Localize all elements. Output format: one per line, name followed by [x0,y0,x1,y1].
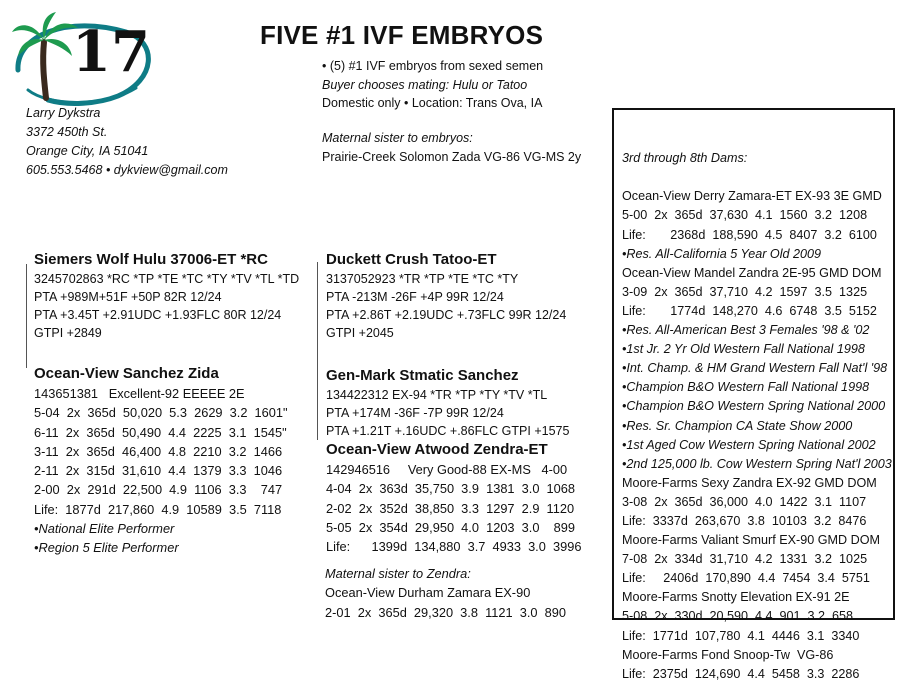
dam-sire-sanchez [326,366,569,440]
ancestor-dams-line: •Res. All-California 5 Year Old 2009 [622,246,822,261]
ancestor-dams-line: •Res. Sr. Champion CA State Show 2000 [622,418,853,433]
ancestor-dams-line: Life: 3337d 263,670 3.8 10103 3.2 8476 [622,513,867,528]
pedigree-line-left [26,264,27,368]
seller-name: Larry Dykstra [26,106,101,120]
offer-line-1: • (5) #1 IVF embryos from sexed semen [322,59,544,73]
offer-line-3: Domestic only • Location: Trans Ova, IA [322,96,543,110]
ancestor-dams-line: •1st Aged Cow Western Spring National 2002 [622,437,876,452]
sire-hulu-line: PTA +989M+51F +50P 82R 12/24 [34,290,222,304]
dam-record: 6-11 2x 365d 50,490 4.4 2225 3.1 1545" [34,424,287,440]
zendra-sister-name: Ocean-View Durham Zamara EX-90 [325,585,531,601]
zendra-sister-record: 2-01 2x 365d 29,320 3.8 1121 3.0 890 [325,604,566,620]
seller-address: 3372 450th St. [26,125,108,139]
sire-tatoo [326,250,566,342]
offer-line-2: Buyer chooses mating: Hulu or Tatoo [322,77,528,92]
granddam-registration: 142946516 Very Good-88 EX-MS 4-00 [326,462,568,477]
seller-city: Orange City, IA 51041 [26,144,149,158]
ancestor-dams-line: Life: 2406d 170,890 4.4 7454 3.4 5751 [622,571,870,586]
ancestor-dams-line: Moore-Farms Snotty Elevation EX-91 2E [622,590,850,605]
ancestor-dams-line: Moore-Farms Sexy Zandra EX-92 GMD DOM [622,475,877,490]
ancestor-dams-line: Life: 1774d 148,270 4.6 6748 3.5 5152 [622,303,877,318]
sire-hulu-line: PTA +3.45T +2.91UDC +1.93FLC 80R 12/24 [34,308,282,322]
sire-tatoo-line: PTA -213M -26F +4P 99R 12/24 [326,290,504,304]
dam-sire-line: PTA +1.21T +.16UDC +.86FLC GTPI +1575 [326,424,570,438]
offer-details [322,57,543,113]
ancestor-dams-line: Life: 1771d 107,780 4.1 4446 3.1 3340 [622,628,860,643]
dam-lifetime: Life: 1877d 217,860 4.9 10589 3.5 7118 [34,501,282,517]
ancestor-dams-line: •Champion B&O Western Fall National 1998 [622,380,870,395]
granddam-record: 2-02 2x 352d 38,850 3.3 1297 2.9 1120 [326,500,575,516]
sire-hulu-line: GTPI +2849 [34,326,102,340]
granddam-lifetime: Life: 1399d 134,880 3.7 4933 3.0 3996 [326,539,582,555]
granddam-record: 4-04 2x 363d 35,750 3.9 1381 3.0 1068 [326,481,576,497]
ancestor-dams-list [622,111,892,684]
ancestor-dams-line: •Champion B&O Western Spring National 2000 [622,399,886,414]
sire-tatoo-line: PTA +2.86T +2.19UDC +.73FLC 99R 12/24 [326,308,567,322]
dam-note: •Region 5 Elite Performer [34,540,179,556]
ancestor-dams-line: •Res. All-American Best 3 Females '98 & '02 [622,323,870,338]
sire-tatoo-line: GTPI +2045 [326,326,394,340]
dam-sire-name: Gen-Mark Stmatic Sanchez [326,367,519,384]
ancestor-dams-line: Life: 2375d 124,690 4.4 5458 3.3 2286 [622,666,860,681]
lot-number: 17 [72,19,150,85]
maternal-sister [322,129,581,166]
dam-zida [34,364,288,558]
dam-record: 2-11 2x 315d 31,610 4.4 1379 3.3 1046 [34,463,283,479]
dam-record: 5-04 2x 365d 50,020 5.3 2629 3.2 1601" [34,405,288,421]
dam-record: 3-11 2x 365d 46,400 4.8 2210 3.2 1466 [34,443,283,459]
granddam-name: Ocean-View Atwood Zendra-ET [326,441,548,458]
granddam-zendra [326,440,581,556]
ancestor-dams-line: •Int. Champ. & HM Grand Western Fall Nat'l '98 [622,361,888,376]
maternal-sister-name: Prairie-Creek Solomon Zada VG-86 VG-MS 2y [322,149,582,164]
sire-hulu-name: Siemers Wolf Hulu 37006-ET *RC [34,251,268,268]
dam-note: •National Elite Performer [34,521,175,537]
dam-sire-line: PTA +174M -36F -7P 99R 12/24 [326,406,504,420]
ancestor-dams-line: •2nd 125,000 lb. Cow Western Spring Nat'l 2003 [622,456,892,471]
ancestor-dams-line: Moore-Farms Fond Snoop-Tw VG-86 [622,647,834,662]
sire-tatoo-line: 3137052923 *TR *TP *TE *TC *TY [326,272,519,286]
zendra-sister [325,564,566,622]
ancestor-dams-line: 5-00 2x 365d 37,630 4.1 1560 3.2 1208 [622,208,868,223]
pedigree-line-middle [317,262,318,440]
ancestor-dams-header: 3rd through 8th Dams: [622,151,748,166]
dam-registration: 143651381 Excellent-92 EEEEE 2E [34,386,245,401]
ancestor-dams-line: Life: 2368d 188,590 4.5 8407 3.2 6100 [622,227,877,242]
maternal-sister-label: Maternal sister to embryos: [322,131,473,145]
ancestor-dams-line: 5-08 2x 330d 20,590 4.4 901 3.2 658 [622,609,854,624]
ancestor-dams-line: Moore-Farms Valiant Smurf EX-90 GMD DOM [622,533,880,548]
sire-hulu [34,250,299,342]
sire-tatoo-name: Duckett Crush Tatoo-ET [326,251,497,268]
ancestor-dams-line: Ocean-View Mandel Zandra 2E-95 GMD DOM [622,265,882,280]
ancestor-dams-line: Ocean-View Derry Zamara-ET EX-93 3E GMD [622,189,882,204]
seller-contact: 605.553.5468 • dykview@gmail.com [26,163,228,177]
zendra-sister-label: Maternal sister to Zendra: [325,566,471,581]
sire-hulu-line: 3245702863 *RC *TP *TE *TC *TY *TV *TL *TD [34,272,300,286]
ancestor-dams-line: •1st Jr. 2 Yr Old Western Fall National 1998 [622,342,865,357]
dam-name: Ocean-View Sanchez Zida [34,365,219,382]
page-title: FIVE #1 IVF EMBRYOS [260,20,544,50]
ancestor-dams-line: 3-08 2x 365d 36,000 4.0 1422 3.1 1107 [622,494,867,509]
ancestor-dams-line: 7-08 2x 334d 31,710 4.2 1331 3.2 1025 [622,552,868,567]
ancestor-dams-line: 3-09 2x 365d 37,710 4.2 1597 3.5 1325 [622,284,868,299]
dam-sire-line: 134422312 EX-94 *TR *TP *TY *TV *TL [326,388,548,402]
seller-info [26,104,228,180]
dam-record: 2-00 2x 291d 22,500 4.9 1106 3.3 747 [34,482,283,498]
granddam-record: 5-05 2x 354d 29,950 4.0 1203 3.0 899 [326,519,576,535]
